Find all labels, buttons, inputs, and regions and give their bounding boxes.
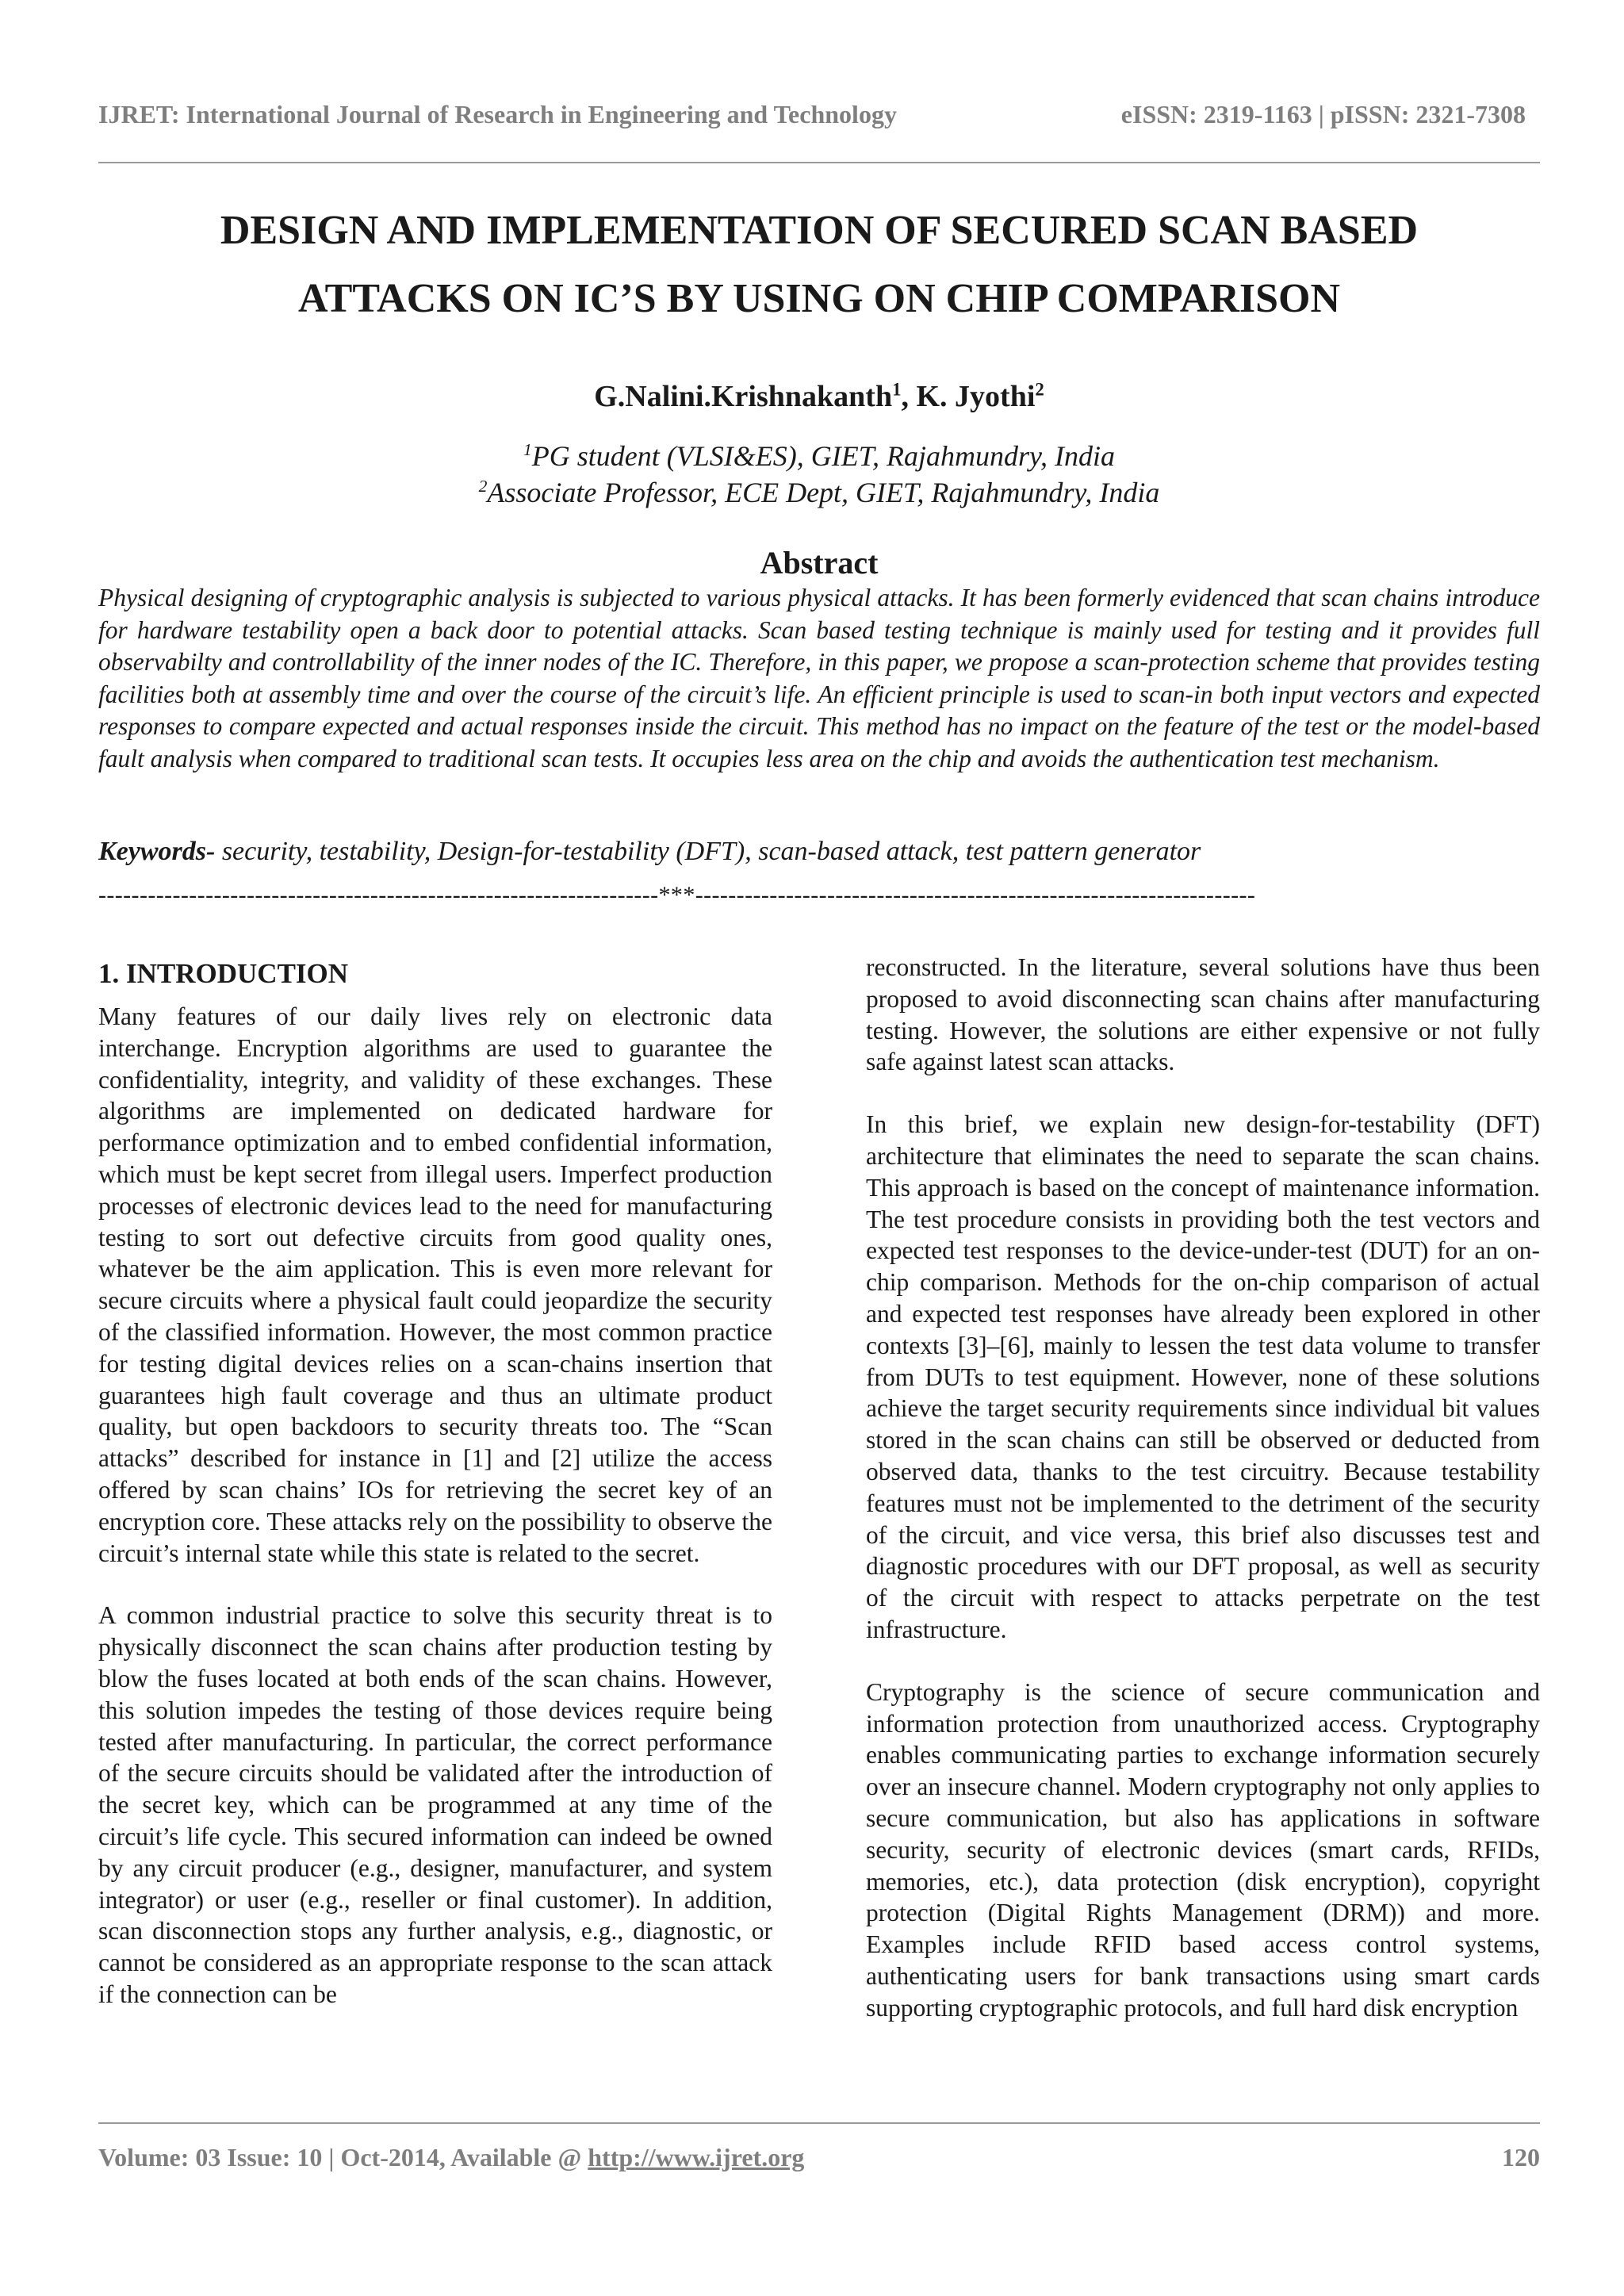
- affiliation-2-marker: 2: [478, 477, 488, 496]
- paragraph: In this brief, we explain new design-for-testability (DFT) architecture that eliminates the need to separate the scan chains. This approach is based on the concept of maintenance information. The test procedure consists in providing both the test vectors and expected test responses to the device-under-test (DUT) for an on-chip comparison. Methods for the on-chip comparison of actual and expected test responses have already been explored in other contexts [3]–[6], mainly to lessen the test data volume to transfer from DUTs to test equipment. However, none of these solutions achieve the target security requirements since individual bit values stored in the scan chains can still be observed or deducted from observed data, thanks to the test circuitry. Because testability features must not be implemented to the detriment of the security of the circuit, and vice versa, this brief also discusses test and diagnostic procedures with our DFT proposal, as well as security of the circuit with respect to attacks perpetrate on the test infrastructure.: [866, 1110, 1540, 1643]
- keywords-label: Keywords-: [98, 837, 216, 866]
- author-2-marker: 2: [1035, 379, 1044, 400]
- abstract-text: Physical designing of cryptographic analysis is subjected to various physical attacks. It has been formerly evidenced that scan chains introduce for hardware testability open a back door to potential attacks. Scan based testing technique is mainly used for testing and it provides full observabilty and controllability of the inner nodes of the IC. Therefore, in this paper, we propose a scan-protection scheme that provides testing facilities both at assembly time and over the course of the circuit’s life. An efficient principle is used to scan-in both input vectors and expected responses to compare expected and actual responses inside the circuit. This method has no impact on the feature of the test or the model-based fault analysis when compared to traditional scan tests. It occupies less area on the chip and avoids the authentication test mechanism.: [98, 584, 1540, 772]
- affiliation-2-text: Associate Professor, ECE Dept, GIET, Rajahmundry, India: [487, 477, 1160, 508]
- section-separator: --------------------------------------------------------------------***--------------------------------------------------------------------: [98, 882, 1256, 908]
- paragraph: reconstructed. In the literature, several solutions have thus been proposed to avoid disconnecting scan chains after manufacturing testing. However, the solutions are either expensive or not fully safe against latest scan attacks.: [866, 953, 1540, 1076]
- left-column: [98, 952, 772, 2041]
- affiliation-2: [98, 474, 1540, 511]
- header-rule: [98, 162, 1540, 163]
- right-column: [866, 952, 1540, 2055]
- authors: [98, 379, 1540, 414]
- paper-title: [98, 197, 1540, 333]
- affiliation-1-text: PG student (VLSI&ES), GIET, Rajahmundry, India: [531, 440, 1116, 472]
- affiliations: [98, 438, 1540, 511]
- affiliation-1: [98, 438, 1540, 474]
- author-separator: ,: [901, 380, 917, 413]
- title-line-1: DESIGN AND IMPLEMENTATION OF SECURED SCAN BASED: [220, 208, 1419, 253]
- section-heading-introduction: 1. INTRODUCTION: [98, 958, 349, 989]
- title-line-2: ATTACKS ON IC’S BY USING ON CHIP COMPARISON: [297, 276, 1341, 321]
- abstract-heading: Abstract: [760, 545, 879, 581]
- journal-link[interactable]: http://www.ijret.org: [588, 2143, 805, 2171]
- affiliation-1-marker: 1: [523, 440, 532, 459]
- author-1: G.Nalini.Krishnakanth: [594, 380, 893, 413]
- author-1-marker: 1: [892, 379, 902, 400]
- journal-name: IJRET: International Journal of Research in Engineering and Technology: [98, 100, 897, 128]
- author-2: K. Jyothi: [916, 380, 1036, 413]
- paragraph: Cryptography is the science of secure communication and information protection from unauthorized access. Cryptography enables communicating parties to exchange information securely over an insecure channel. Modern cryptography not only applies to secure communication, but also has applications in software security, security of electronic devices (smart cards, RFIDs, memories, etc.), data protection (disk encryption), copyright protection (Digital Rights Management (DRM)) and more. Examples include RFID based access control systems, authenticating users for bank transactions using smart cards supporting cryptographic protocols, and full hard disk encryption: [866, 1677, 1540, 2022]
- keywords-text: security, testability, Design-for-testability (DFT), scan-based attack, test pattern generator: [215, 837, 1201, 866]
- paragraph: Many features of our daily lives rely on electronic data interchange. Encryption algorithms are used to guarantee the confidentiality, integrity, and validity of these exchanges. These algorithms are implemented on dedicated hardware for performance optimization and to embed confidential information, which must be kept secret from illegal users. Imperfect production processes of electronic devices lead to the need for manufacturing testing to sort out defective circuits from good quality ones, whatever be the aim application. This is even more relevant for secure circuits where a physical fault could jeopardize the security of the classified information. However, the most common practice for testing digital devices relies on a scan-chains insertion that guarantees high fault coverage and thus an ultimate product quality, but open backdoors to security threats too. The “Scan attacks” described for instance in [1] and [2] utilize the access offered by scan chains’ IOs for retrieving the secret key of an encryption core. These attacks rely on the possibility to observe the circuit’s internal state while this state is related to the secret.: [98, 1002, 772, 1567]
- volume-info: [98, 2143, 804, 2172]
- issn-info: eISSN: 2319-1163 | pISSN: 2321-7308: [1120, 100, 1526, 128]
- paragraph: A common industrial practice to solve this security threat is to physically disconnect the scan chains after production testing by blow the fuses located at both ends of the scan chains. However, this solution impedes the testing of those devices require being tested after manufacturing. In particular, the correct performance of the secure circuits should be validated after the introduction of the secret key, which can be programmed at any time of the circuit’s life cycle. This secured information can indeed be owned by any circuit producer (e.g., designer, manufacturer, and system integrator) or user (e.g., reseller or final customer). In addition, scan disconnection stops any further analysis, e.g., diagnostic, or cannot be considered as an appropriate response to the scan attack if the connection can be: [98, 1601, 772, 2008]
- footer-rule: [98, 2122, 1540, 2124]
- keywords: [98, 837, 1540, 867]
- volume-text: Volume: 03 Issue: 10 | Oct-2014, Available @: [98, 2143, 588, 2171]
- page-number: 120: [1502, 2143, 1540, 2171]
